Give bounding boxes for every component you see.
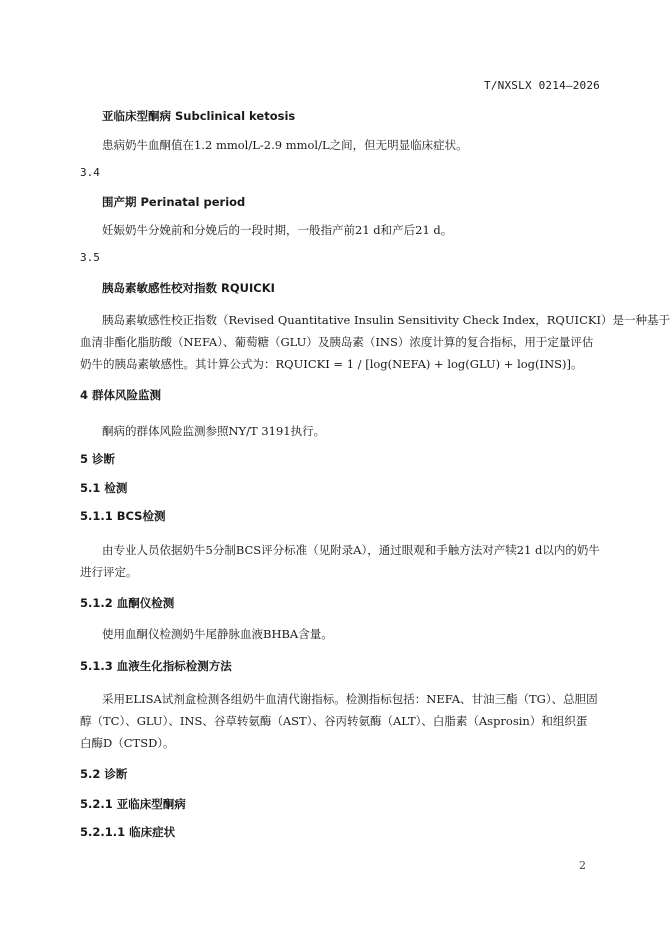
- term-3-4-title: 围产期 Perinatal period: [102, 195, 246, 209]
- term-3-5-title: 胰岛素敏感性校对指数 RQUICKI: [102, 281, 275, 295]
- section-5-1-1-heading: 5.1.1 BCS检测: [80, 509, 166, 523]
- section-5-1-1-line-1: 由专业人员依据奶牛5分制BCS评分标准（见附录A），通过眼观和手触方法对产犊21 d以内的奶牛: [102, 543, 600, 557]
- section-5-1-3-text: [80, 688, 600, 754]
- section-5-1-heading: 5.1 检测: [80, 481, 128, 495]
- section-5-1-1-line-2: 进行评定。: [80, 565, 138, 579]
- clause-number-3-5: 3.5: [80, 251, 100, 264]
- section-5-1-2-text: 使用血酮仪检测奶牛尾静脉血液BHBA含量。: [102, 627, 333, 641]
- section-5-1-2-heading: 5.1.2 血酮仪检测: [80, 596, 175, 610]
- section-5-1-3-line-2: 醇（TC）、GLU）、INS、谷草转氨酶（AST）、谷丙转氨酶（ALT）、白脂素（Asprosin）和组织蛋: [80, 714, 588, 728]
- clause-number-3-4: 3.4: [80, 166, 100, 179]
- section-4-heading: 4 群体风险监测: [80, 388, 162, 402]
- term-3-5-line-1: 胰岛素敏感性校正指数（Revised Quantitative Insulin Sensitivity Check Index，RQUICKI）是一种基于: [102, 313, 670, 327]
- term-3-3-title-text: 亚临床型酮病 Subclinical ketosis: [102, 109, 296, 123]
- section-5-2-heading: 5.2 诊断: [80, 767, 128, 781]
- section-5-1-3-line-1: 采用ELISA试剂盒检测各组奶牛血清代谢指标。检测指标包括：NEFA、甘油三酯（TG）、总胆固: [102, 692, 598, 706]
- term-3-3-definition: 患病奶牛血酮值在1.2 mmol/L-2.9 mmol/L之间，但无明显临床症状。: [102, 138, 468, 152]
- term-3-4-definition: 妊娠奶牛分娩前和分娩后的一段时期，一般指产前21 d和产后21 d。: [102, 223, 453, 237]
- term-3-5-line-2: 血清非酯化脂肪酸（NEFA）、葡萄糖（GLU）及胰岛素（INS）浓度计算的复合指标，用于定量评估: [80, 335, 594, 349]
- section-5-2-1-heading: 5.2.1 亚临床型酮病: [80, 797, 186, 811]
- section-5-1-3-heading: 5.1.3 血液生化指标检测方法: [80, 659, 232, 673]
- section-5-1-3-line-3: 白酶D（CTSD）。: [80, 736, 175, 750]
- term-3-5-definition: [80, 309, 670, 375]
- term-3-5-line-3: 奶牛的胰岛素敏感性。其计算公式为：RQUICKI = 1 / [log(NEFA) + log(GLU) + log(INS)]。: [80, 357, 583, 371]
- standard-id: T/NXSLX 0214—2026: [484, 79, 600, 92]
- section-5-heading: 5 诊断: [80, 452, 116, 466]
- page-number: 2: [579, 859, 586, 872]
- term-3-3-title: [102, 108, 295, 124]
- section-5-2-1-1-heading: 5.2.1.1 临床症状: [80, 825, 176, 839]
- section-4-text: 酮病的群体风险监测参照NY/T 3191执行。: [102, 424, 326, 438]
- section-5-1-1-text: [80, 539, 600, 583]
